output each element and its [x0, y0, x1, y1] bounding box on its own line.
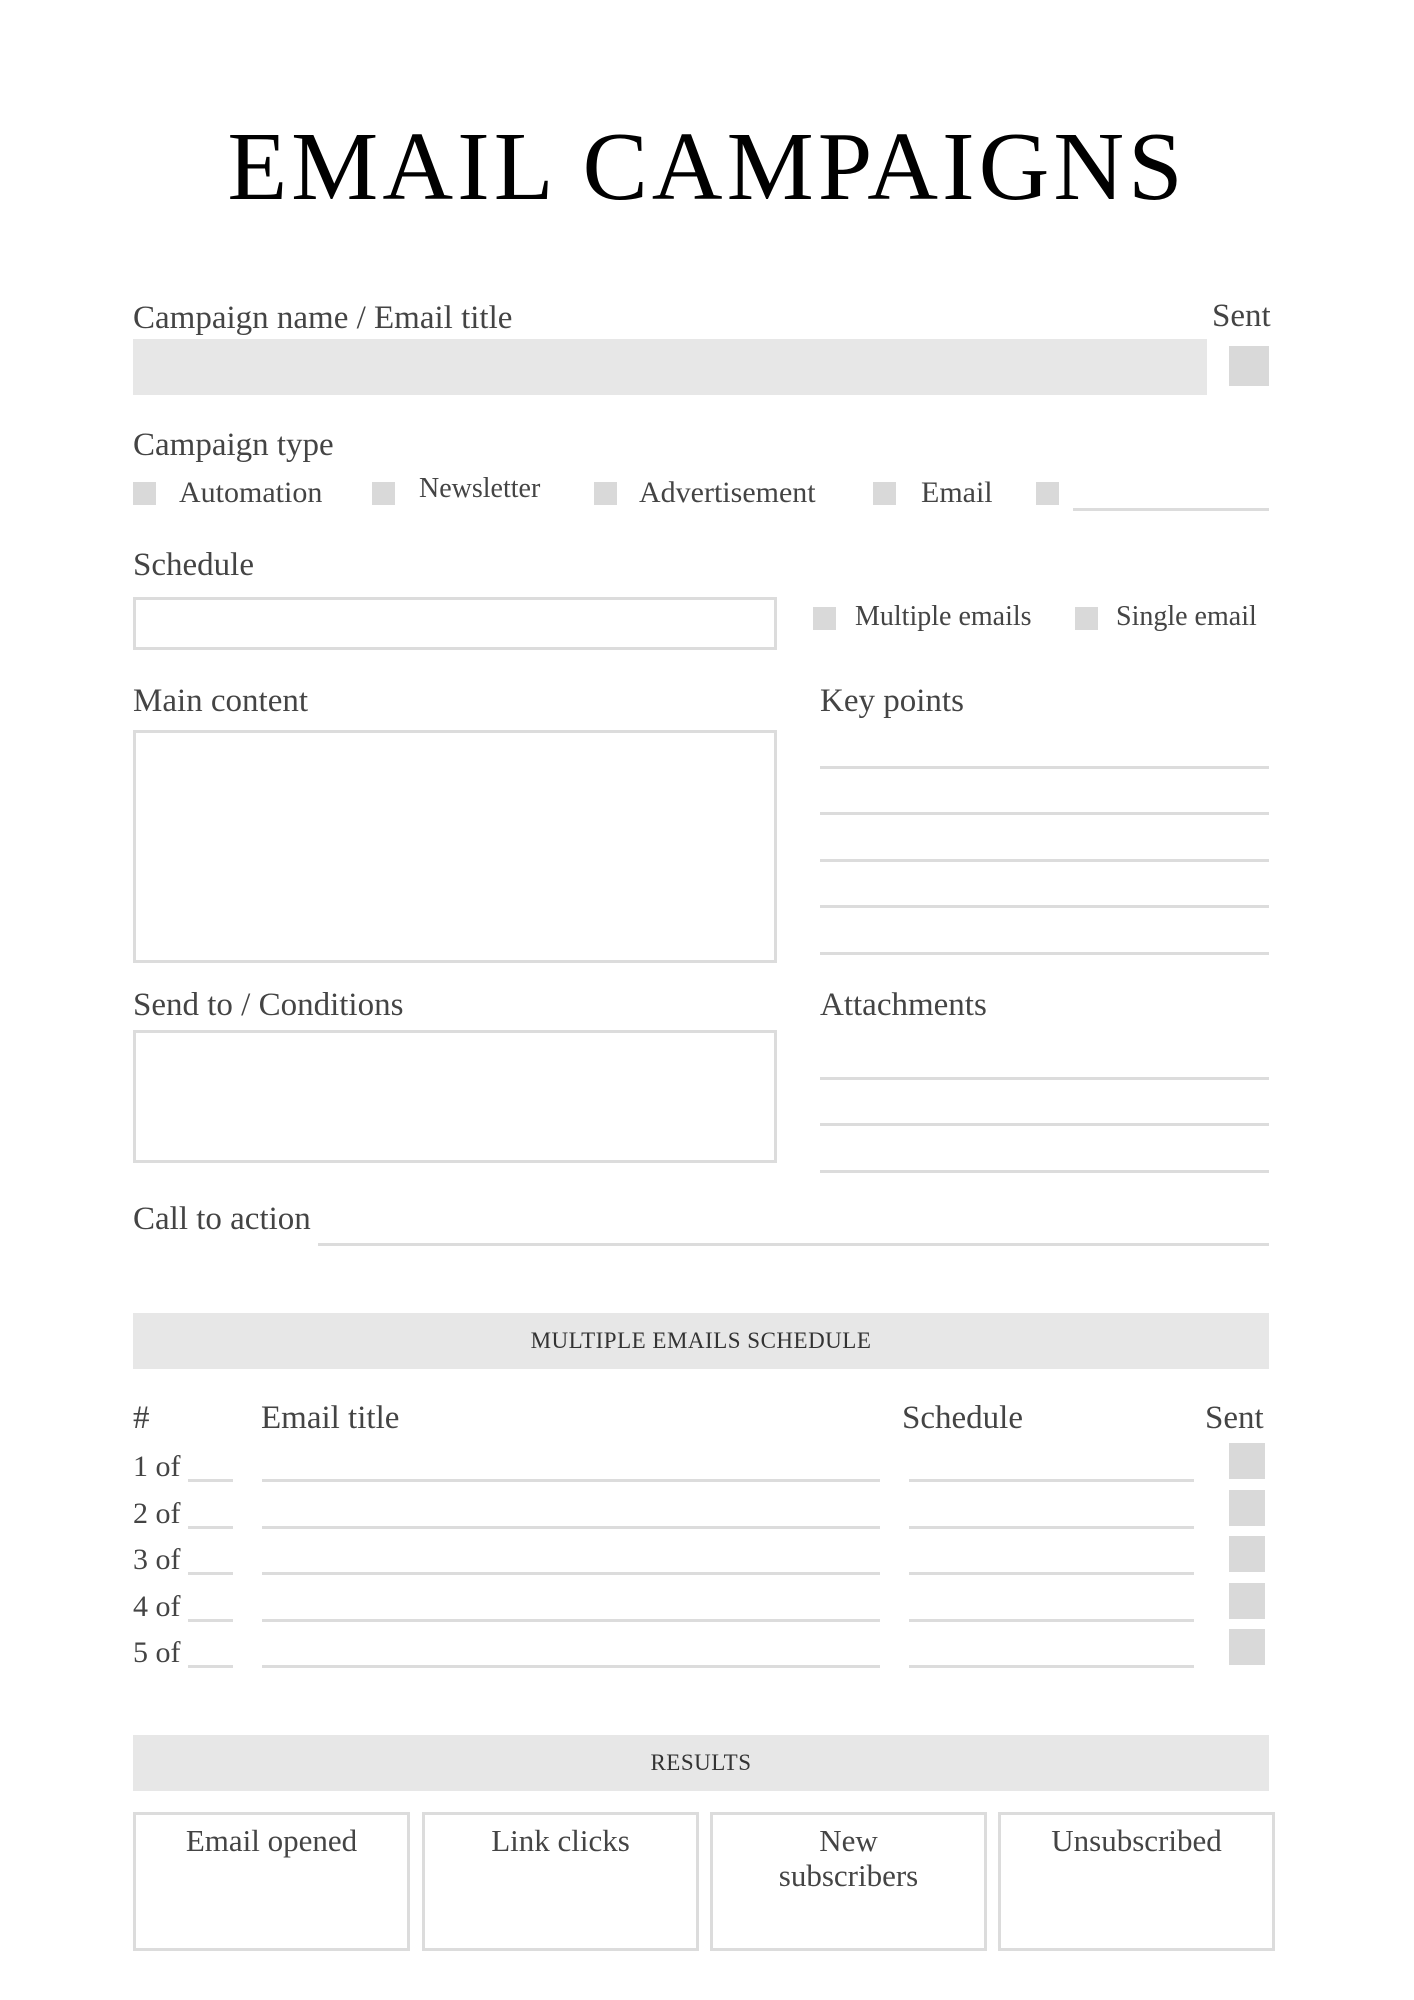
schedule-label: Schedule — [133, 547, 254, 583]
result-new-subscribers-label: New subscribers — [778, 1823, 919, 1893]
row-1-number: 1 of — [133, 1450, 181, 1483]
campaign-name-field[interactable] — [133, 339, 1207, 395]
key-point-line-3[interactable] — [820, 859, 1269, 862]
call-to-action-input-line[interactable] — [318, 1243, 1269, 1246]
row-3-total-input[interactable] — [188, 1572, 233, 1575]
key-point-line-1[interactable] — [820, 766, 1269, 769]
row-1-sent-checkbox[interactable] — [1229, 1443, 1265, 1479]
row-4-number: 4 of — [133, 1590, 181, 1623]
campaign-type-label: Campaign type — [133, 427, 334, 463]
key-point-line-2[interactable] — [820, 812, 1269, 815]
sent-label: Sent — [1212, 298, 1271, 334]
other-type-input-line[interactable] — [1073, 508, 1269, 511]
row-1-title-input[interactable] — [262, 1479, 880, 1482]
automation-checkbox[interactable] — [133, 482, 156, 505]
row-5-sent-checkbox[interactable] — [1229, 1629, 1265, 1665]
call-to-action-label: Call to action — [133, 1201, 311, 1237]
row-2-total-input[interactable] — [188, 1526, 233, 1529]
key-point-line-5[interactable] — [820, 952, 1269, 955]
key-point-line-4[interactable] — [820, 905, 1269, 908]
multiple-emails-checkbox[interactable] — [813, 607, 836, 630]
key-points-label: Key points — [820, 683, 964, 719]
row-1-total-input[interactable] — [188, 1479, 233, 1482]
attachment-line-2[interactable] — [820, 1123, 1269, 1126]
multiple-emails-label: Multiple emails — [855, 601, 1032, 632]
result-link-clicks[interactable] — [422, 1812, 699, 1951]
row-2-number: 2 of — [133, 1497, 181, 1530]
row-2-title-input[interactable] — [262, 1526, 880, 1529]
result-email-opened[interactable] — [133, 1812, 410, 1951]
page-title: EMAIL CAMPAIGNS — [227, 113, 1187, 221]
email-checkbox[interactable] — [873, 482, 896, 505]
newsletter-label: Newsletter — [419, 473, 541, 504]
row-5-total-input[interactable] — [188, 1665, 233, 1668]
row-2-schedule-input[interactable] — [909, 1526, 1194, 1529]
column-header-schedule: Schedule — [902, 1400, 1023, 1436]
sent-checkbox[interactable] — [1229, 346, 1269, 386]
advertisement-label: Advertisement — [639, 476, 816, 509]
row-3-schedule-input[interactable] — [909, 1572, 1194, 1575]
row-4-total-input[interactable] — [188, 1619, 233, 1622]
row-4-sent-checkbox[interactable] — [1229, 1583, 1265, 1619]
single-email-label: Single email — [1116, 601, 1257, 632]
result-link-clicks-label: Link clicks — [491, 1823, 630, 1858]
row-3-number: 3 of — [133, 1543, 181, 1576]
row-5-title-input[interactable] — [262, 1665, 880, 1668]
main-content-label: Main content — [133, 683, 309, 719]
attachment-line-1[interactable] — [820, 1077, 1269, 1080]
send-to-label: Send to / Conditions — [133, 987, 404, 1023]
column-header-email-title: Email title — [261, 1400, 400, 1436]
results-banner — [133, 1735, 1269, 1791]
campaign-name-label: Campaign name / Email title — [133, 300, 513, 336]
email-label: Email — [921, 476, 993, 509]
row-4-title-input[interactable] — [262, 1619, 880, 1622]
result-email-opened-label: Email opened — [185, 1823, 358, 1858]
newsletter-checkbox[interactable] — [372, 482, 395, 505]
result-unsubscribed[interactable] — [998, 1812, 1275, 1951]
advertisement-checkbox[interactable] — [594, 482, 617, 505]
automation-label: Automation — [179, 476, 323, 509]
multiple-emails-schedule-banner — [133, 1313, 1269, 1369]
schedule-input[interactable] — [133, 597, 777, 650]
row-2-sent-checkbox[interactable] — [1229, 1490, 1265, 1526]
column-header-number: # — [133, 1400, 150, 1436]
results-heading: RESULTS — [650, 1750, 752, 1775]
row-5-schedule-input[interactable] — [909, 1665, 1194, 1668]
column-header-sent: Sent — [1205, 1400, 1264, 1436]
other-type-checkbox[interactable] — [1036, 482, 1059, 505]
result-new-subscribers[interactable] — [710, 1812, 987, 1951]
row-3-title-input[interactable] — [262, 1572, 880, 1575]
send-to-textarea[interactable] — [133, 1030, 777, 1163]
main-content-textarea[interactable] — [133, 730, 777, 963]
row-1-schedule-input[interactable] — [909, 1479, 1194, 1482]
single-email-checkbox[interactable] — [1075, 607, 1098, 630]
attachment-line-3[interactable] — [820, 1170, 1269, 1173]
row-4-schedule-input[interactable] — [909, 1619, 1194, 1622]
row-3-sent-checkbox[interactable] — [1229, 1536, 1265, 1572]
row-5-number: 5 of — [133, 1636, 181, 1669]
multiple-emails-schedule-heading: MULTIPLE EMAILS SCHEDULE — [530, 1328, 872, 1353]
result-unsubscribed-label: Unsubscribed — [1051, 1823, 1222, 1858]
attachments-label: Attachments — [820, 987, 987, 1023]
